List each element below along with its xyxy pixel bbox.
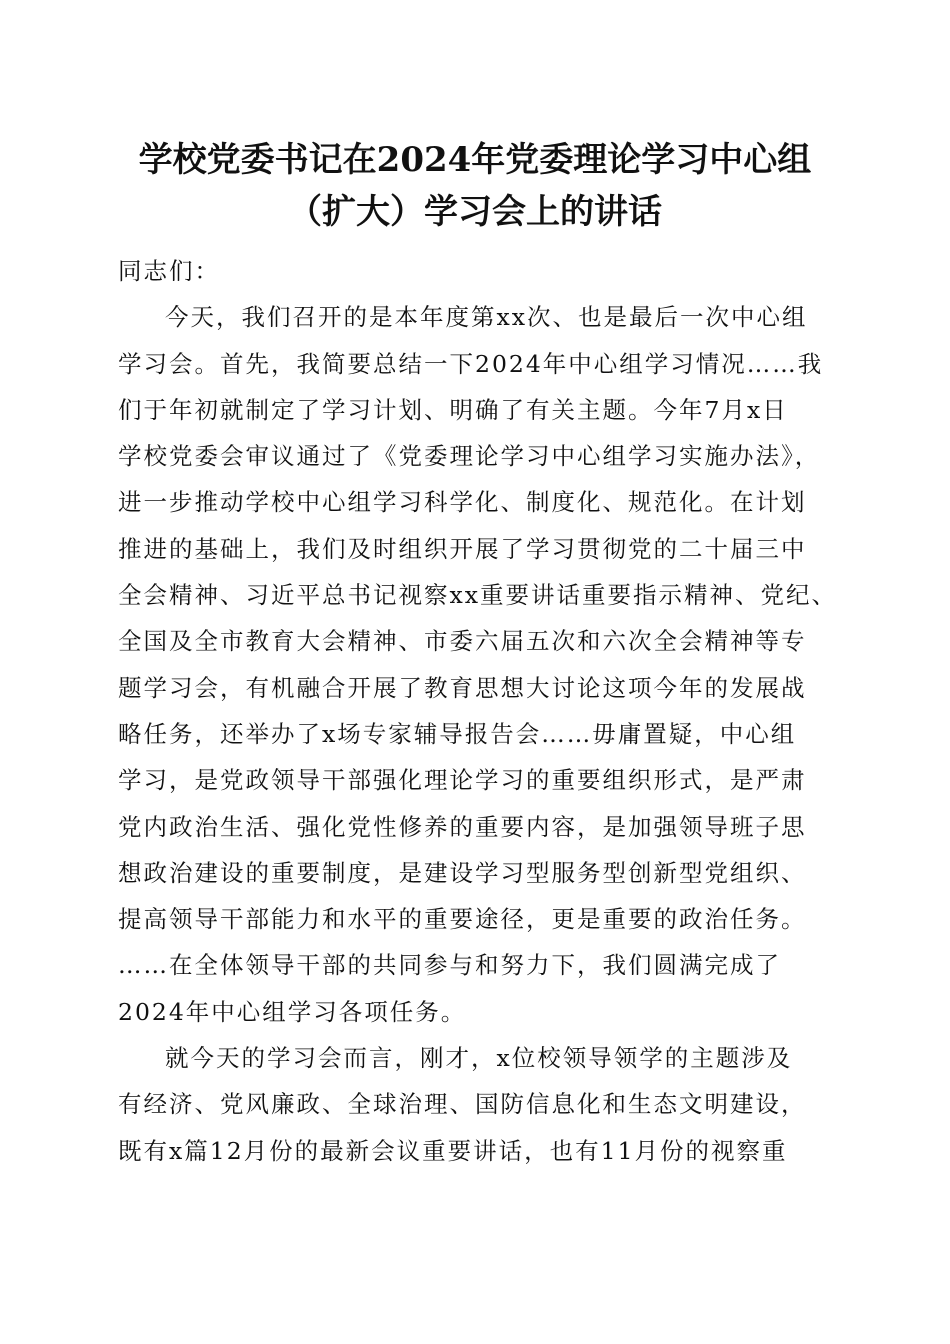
document-body (118, 248, 838, 1174)
paragraph-1-line: 学习，是党政领导干部强化理论学习的重要组织形式，是严肃 (118, 766, 807, 795)
paragraph-2-line: 有经济、党风廉政、全球治理、国防信息化和生态文明建设， (118, 1090, 807, 1119)
paragraph-1-line: 略任务，还举办了x场专家辅导报告会……毋庸置疑，中心组 (118, 719, 797, 748)
paragraph-1-line: 想政治建设的重要制度，是建设学习型服务型创新型党组织、 (118, 858, 807, 887)
title-line-1: 学校党委书记在2024年党委理论学习中心组 (138, 140, 812, 180)
paragraph-1-line: 学校党委会审议通过了《党委理论学习中心组学习实施办法》， (118, 442, 821, 471)
paragraph-1-line: ……在全体领导干部的共同参与和努力下，我们圆满完成了 (118, 951, 781, 980)
paragraph-2-line: 既有x篇12月份的最新会议重要讲话，也有11月份的视察重 (118, 1136, 788, 1165)
paragraph-1-line: 党内政治生活、强化党性修养的重要内容，是加强领导班子思 (118, 812, 807, 841)
paragraph-1-line: 全会精神、习近平总书记视察xx重要讲话重要指示精神、党纪、 (118, 581, 838, 610)
paragraph-1-line: 题学习会，有机融合开展了教育思想大讨论这项今年的发展战 (118, 673, 807, 702)
paragraph-1-line: 2024年中心组学习各项任务。 (118, 997, 467, 1026)
paragraph-1-line: 进一步推动学校中心组学习科学化、制度化、规范化。在计划 (118, 488, 807, 517)
title-line-2: （扩大）学习会上的讲话 (288, 192, 662, 232)
document-title (60, 134, 890, 238)
paragraph-1-line: 们于年初就制定了学习计划、明确了有关主题。今年7月x日 (118, 395, 788, 424)
paragraph-1-line: 提高领导干部能力和水平的重要途径，更是重要的政治任务。 (118, 905, 807, 934)
paragraph-1-line: 推进的基础上，我们及时组织开展了学习贯彻党的二十届三中 (118, 534, 807, 563)
paragraph-1-line: 全国及全市教育大会精神、市委六届五次和六次全会精神等专 (118, 627, 807, 656)
paragraph-1-line: 学习会。首先，我简要总结一下2024年中心组学习情况……我 (118, 349, 824, 378)
salutation: 同志们： (118, 257, 220, 285)
paragraph-2-line: 就今天的学习会而言，刚才，x位校领导领学的主题涉及 (165, 1044, 793, 1073)
paragraph-1-line: 今天，我们召开的是本年度第xx次、也是最后一次中心组 (165, 303, 808, 332)
